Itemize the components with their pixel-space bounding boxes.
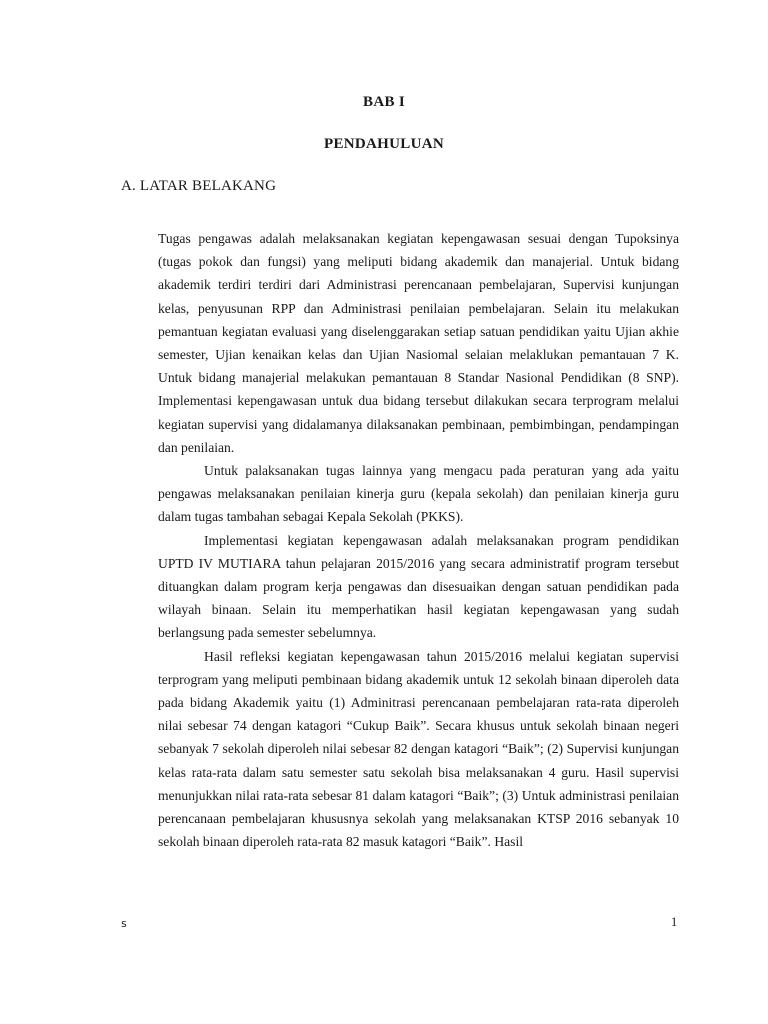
paragraph: Tugas pengawas adalah melaksanakan kegiatan kepengawasan sesuai dengan Tupoksinya (tugas pokok dan fungsi) yang meliputi bidang akademik dan manajerial. Untuk bidang akademik terdiri terdiri dari Administrasi perencanaan pembelajaran, Supervisi kunjungan kelas, penyusunan RPP dan Administrasi penilaian pembelajaran. Selain itu melakukan pemantuan kegiatan evaluasi yang diselenggarakan setiap satuan pendidikan yaitu Ujian akhie semester, Ujian kenaikan kelas dan Ujian Nasiomal selaian melaklukan pemantauan 7 K. Untuk bidang manajerial melakukan pemantauan 8 Standar Nasional Pendidikan (8 SNP). Implementasi kepengawasan untuk dua bidang tersebut dilakukan secara terprogram melalui kegiatan supervisi yang didalamanya dilaksanakan pembinaan, pembimbingan, pendampingan dan penilaian.: [158, 231, 679, 455]
page-number: 1: [671, 915, 678, 929]
chapter-number: BAB I: [363, 94, 405, 110]
section-heading: A. LATAR BELAKANG: [121, 178, 277, 194]
paragraph: Implementasi kegiatan kepengawasan adalah melaksanakan program pendidikan UPTD IV MUTIARA tahun pelajaran 2015/2016 yang secara administratif program tersebut dituangkan dalam program kerja pengawas dan disesuaikan dengan satuan pendidikan pada wilayah binaan. Selain itu memperhatikan hasil kegiatan kepengawasan yang sudah berlangsung pada semester sebelumnya.: [158, 532, 679, 641]
paragraph: Untuk palaksanakan tugas lainnya yang mengacu pada peraturan yang ada yaitu pengawas melaksanakan penilaian kinerja guru (kepala sekolah) dan penilaian kinerja guru dalam tugas tambahan sebagai Kepala Sekolah (PKKS).: [158, 463, 679, 525]
paragraph: Hasil refleksi kegiatan kepengawasan tahun 2015/2016 melalui kegiatan supervisi terprogram yang meliputi pembinaan bidang akademik untuk 12 sekolah binaan diperoleh data pada bidang Akademik yaitu (1) Adminitrasi perencanaan pembelajaran rata-rata diperoleh nilai sebesar 74 dengan katagori “Cukup Baik”. Secara khusus untuk sekolah binaan negeri sebanyak 7 sekolah diperoleh nilai sebesar 82 dengan katagori “Baik”; (2) Supervisi kunjungan kelas rata-rata dalam satu semester satu sekolah bisa melaksanakan 4 guru. Hasil supervisi menunjukkan nilai rata-rata sebesar 81 dalam katagori “Baik”; (3) Untuk administrasi penilaian perencanaan pembelajaran khususnya sekolah yang melaksanakan KTSP 2016 sebanyak 10 sekolah binaan diperoleh rata-rata 82 masuk katagori “Baik”. Hasil: [158, 648, 679, 850]
chapter-title: PENDAHULUAN: [324, 136, 444, 152]
body-text: [158, 227, 679, 853]
footer-mark: s: [121, 917, 127, 930]
